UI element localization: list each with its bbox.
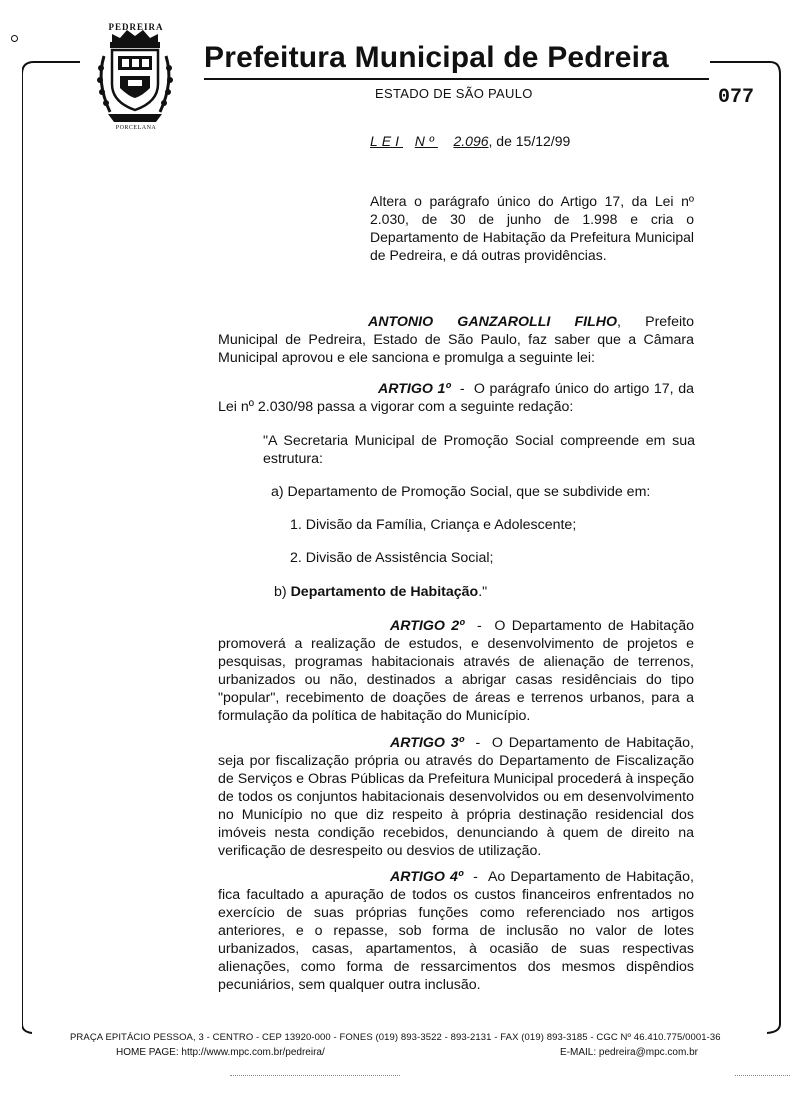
article-1-label: ARTIGO 1º [378,381,451,397]
quote-item-b-bold: Departamento de Habitação [290,584,479,600]
law-number-label: Nº [414,133,438,149]
seal-bottom-text: PORCELANA [115,125,157,131]
law-heading [370,133,570,149]
quote-intro: "A Secretaria Municipal de Promoção Social compreende em sua estrutura: [263,433,695,467]
footer-address: PRAÇA EPITÁCIO PESSOA, 3 - CENTRO - CEP 13920-000 - FONES (019) 893-3522 - 893-2131 - FAX (019) 893-3185 - CGC Nº 46.410.775/0001-36 [70,1032,721,1043]
scan-artifact [735,1075,790,1077]
quote-sub-2: 2. Divisão de Assistência Social; [290,550,494,566]
article-4-label: ARTIGO 4º [390,869,464,885]
article-3: ARTIGO 3º - O Departamento de Habitação, seja por fiscalização própria ou através do Departamento de Fiscalização de Serviços e Obras Públicas da Prefeitura Municipal procederá à inspeção de todos os conjuntos habitacionais desenvolvidos ou em desenvolvimento no Município no que diz respeito à própria destinação residencial dos imóveis nesta condição recebidos, denunciando à quem de direito na verificação de desrespeito ou desvios de utilização. [218,735,694,859]
scan-artifact [230,1075,400,1077]
law-date: , de 15/12/99 [488,133,571,149]
article-4: ARTIGO 4º - Ao Departamento de Habitação, fica facultado a apuração de todos os custos financeiros enfrentados no exercício de suas próprias funções como referenciado nos artigos anteriores, e o repasse, sob forma de inclusão no valor de lotes urbanizados, casas, apartamentos, à ocasião de suas respectivas alienações, como forma de ressarcimentos dos mesmos dispêndios pecuniários, sem qualquer outra inclusão. [218,869,694,993]
article-4-text: Ao Departamento de Habitação, fica facultado a apuração de todos os custos financeiros enfrentados no exercício de suas próprias funções como referenciado nos artigos anteriores, e o repasse, sob forma de inclusão no valor de lotes urbanizados, casas, apartamentos, à ocasião de suas respectivas alienações, como forma de ressarcimentos dos mesmos dispêndios pecuniários, sem qualquer outra inclusão. [218,869,694,993]
mayor-name: ANTONIO GANZAROLLI FILHO [368,314,618,330]
quote-item-b [274,583,694,601]
seal-top-text: PEDREIRA [108,22,164,32]
footer-email: E-MAIL: pedreira@mpc.com.br [560,1047,698,1058]
article-1: ARTIGO 1º - O parágrafo único do artigo 17, da Lei nº 2.030/98 passa a vigorar com a seguinte redação: [218,381,694,415]
coat-of-arms-icon [90,22,180,130]
page-number: 077 [718,86,755,109]
article-1-text: O parágrafo único do artigo 17, da Lei nº 2.030/98 passa a vigorar com a seguinte redação: [218,381,694,415]
preamble-text: , Prefeito Municipal de Pedreira, Estado de São Paulo, faz saber que a Câmara Municipal aprovou e ele sanciona e promulga a seguinte lei: [218,314,695,366]
title-rule [204,78,709,80]
quote-sub-1: 1. Divisão da Família, Criança e Adolescente; [290,517,577,533]
article-3-label: ARTIGO 3º [390,735,464,751]
law-number: 2.096 [453,133,489,149]
law-label: LEI [370,133,404,149]
scan-mark [11,35,18,42]
letterhead-title: Prefeitura Municipal de Pedreira [204,41,669,74]
article-3-text: O Departamento de Habitação, seja por fiscalização própria ou através do Departamento de Fiscalização de Serviços e Obras Públicas da Prefeitura Municipal procederá à inspeção de todos os conjuntos habitacionais desenvolvidos ou em desenvolvimento no Município no que diz respeito à própria destinação residencial dos imóveis nesta condição recebidos, denunciando à quem de direito na verificação de desrespeito ou desvios de utilização. [218,735,694,859]
letterhead-subtitle: ESTADO DE SÃO PAULO [375,86,533,101]
article-2: ARTIGO 2º - O Departamento de Habitação promoverá a realização de estudos, e desenvolvimento de projetos e pesquisas, programas habitacionais através de alienação de terrenos, urbanizados ou não, destinados a abrigar casas residênciais do tipo "popular", recebimento de doações de áreas e terrenos urbanos, para a formulação da política de habitação do Município. [218,618,694,724]
preamble-paragraph [218,313,694,367]
quote-item-a: a) Departamento de Promoção Social, que se subdivide em: [271,484,651,500]
law-ementa: Altera o parágrafo único do Artigo 17, da Lei nº 2.030, de 30 de junho de 1.998 e cria o Departamento de Habitação da Prefeitura Municipal de Pedreira, e dá outras providências. [370,193,694,263]
article-2-text: O Departamento de Habitação promoverá a realização de estudos, e desenvolvimento de projetos e pesquisas, programas habitacionais através de alienação de terrenos, urbanizados ou não, destinados a abrigar casas residênciais do tipo "popular", recebimento de doações de áreas e terrenos urbanos, para a formulação da política de habitação do Município. [218,618,694,724]
footer-home-page: HOME PAGE: http://www.mpc.com.br/pedreira/ [116,1047,325,1058]
quote-item-b-prefix: b) [274,584,291,600]
article-2-label: ARTIGO 2º [390,618,465,634]
quote-item-b-suffix: ." [478,584,488,600]
